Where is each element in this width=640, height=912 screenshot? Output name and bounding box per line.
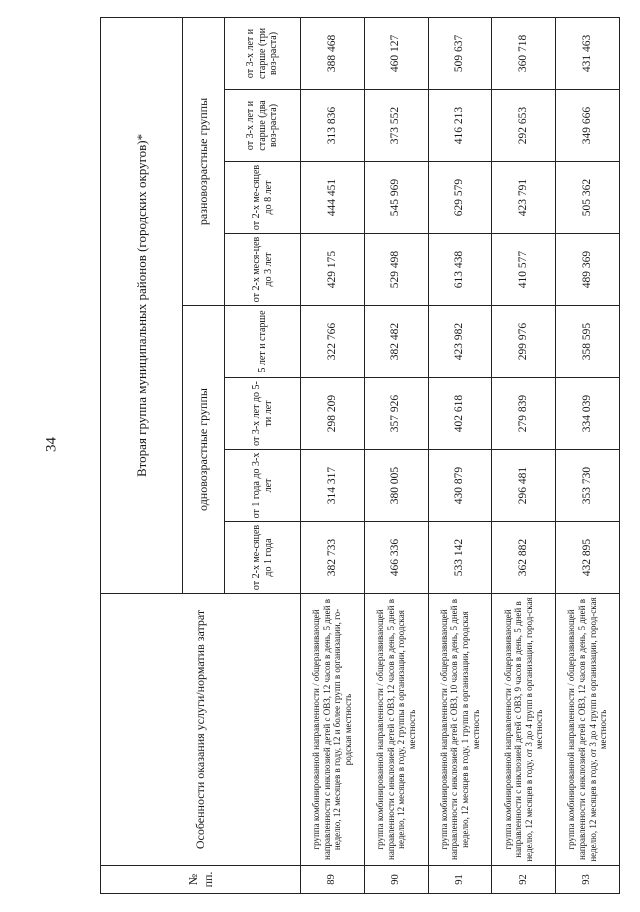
value-cell: 358 595	[556, 306, 620, 378]
value-cell: 509 637	[428, 17, 492, 89]
value-cell: 349 666	[556, 90, 620, 162]
value-cell: 423 791	[492, 162, 556, 234]
row-description: группа комбинированной направленности / общеразвивающей направленности с инклюзией детей с ОВЗ, 12 часов в день, 5 дней в неделю, 12 месяцев в году, от 3 до 4 групп в организации, город-ская местность	[556, 594, 620, 866]
value-cell: 373 552	[364, 90, 428, 162]
value-cell: 545 969	[364, 162, 428, 234]
row-description: группа комбинированной направленности / общеразвивающей направленности с инклюзией детей с ОВЗ, 12 часов в день, 5 дней в неделю, 12 месяцев в году, 2 группы в организации, городская местность	[364, 594, 428, 866]
header-age-col: 5 лет и старше	[225, 306, 301, 378]
row-number: 89	[301, 866, 365, 894]
header-description: Особенности оказания услуги/норматив затрат	[101, 594, 301, 866]
header-num: № пп.	[101, 866, 301, 894]
row-number: 91	[428, 866, 492, 894]
value-cell: 299 976	[492, 306, 556, 378]
value-cell: 431 463	[556, 17, 620, 89]
value-cell: 292 653	[492, 90, 556, 162]
value-cell: 380 005	[364, 450, 428, 522]
value-cell: 423 982	[428, 306, 492, 378]
value-cell: 416 213	[428, 90, 492, 162]
table-row	[428, 17, 492, 893]
table-row	[492, 17, 556, 893]
value-cell: 382 482	[364, 306, 428, 378]
header-age-col: от 3-х лет и старше (три воз-раста)	[225, 17, 301, 89]
value-cell: 529 498	[364, 234, 428, 306]
value-cell: 334 039	[556, 378, 620, 450]
row-number: 92	[492, 866, 556, 894]
value-cell: 410 577	[492, 234, 556, 306]
value-cell: 460 127	[364, 17, 428, 89]
header-age-col: от 2-х меся-цев до 3 лет	[225, 234, 301, 306]
header-age-col: от 1 года до 3-х лет	[225, 450, 301, 522]
value-cell: 296 481	[492, 450, 556, 522]
row-description: группа комбинированной направленности / общеразвивающей направленности с инклюзией детей с ОВЗ, 9 часов в день, 5 дней в неделю, 12 месяцев в году, от 3 до 4 групп в организации, город-ская местность	[492, 594, 556, 866]
value-cell: 322 766	[301, 306, 365, 378]
value-cell: 489 369	[556, 234, 620, 306]
value-cell: 313 836	[301, 90, 365, 162]
page-number: 34	[43, 437, 60, 452]
value-cell: 362 882	[492, 522, 556, 594]
header-group-title: Вторая группа муниципальных районов (городских округов)*	[101, 17, 183, 593]
table-row	[364, 17, 428, 893]
header-age-col: от 3-х лет и старше (два воз-раста)	[225, 90, 301, 162]
value-cell: 298 209	[301, 378, 365, 450]
table-sheet	[100, 18, 620, 894]
value-cell: 533 142	[428, 522, 492, 594]
value-cell: 629 579	[428, 162, 492, 234]
value-cell: 466 336	[364, 522, 428, 594]
value-cell: 279 839	[492, 378, 556, 450]
table-row	[301, 17, 365, 893]
value-cell: 357 926	[364, 378, 428, 450]
value-cell: 402 618	[428, 378, 492, 450]
header-single-age: одновозрастные группы	[183, 306, 225, 594]
row-number: 90	[364, 866, 428, 894]
row-description: группа комбинированной направленности / общеразвивающей направленности с инклюзией детей с ОВЗ, 10 часов в день, 5 дней в неделю, 12 месяцев в году, 1 группа в организации, городская местность	[428, 594, 492, 866]
value-cell: 360 718	[492, 17, 556, 89]
value-cell: 444 451	[301, 162, 365, 234]
value-cell: 314 317	[301, 450, 365, 522]
header-age-col: от 2-х ме-сяцев до 1 года	[225, 522, 301, 594]
value-cell: 382 733	[301, 522, 365, 594]
value-cell: 430 879	[428, 450, 492, 522]
value-cell: 353 730	[556, 450, 620, 522]
header-age-col: от 3-х лет до 5-ти лет	[225, 378, 301, 450]
header-age-col: от 2-х ме-сяцев до 8 лет	[225, 162, 301, 234]
rotated-table-area	[100, 18, 620, 894]
value-cell: 388 468	[301, 17, 365, 89]
table-row	[556, 17, 620, 893]
value-cell: 613 438	[428, 234, 492, 306]
value-cell: 432 895	[556, 522, 620, 594]
row-number: 93	[556, 866, 620, 894]
value-cell: 429 175	[301, 234, 365, 306]
value-cell: 505 362	[556, 162, 620, 234]
header-mixed-age: разновозрастные группы	[183, 17, 225, 305]
cost-norm-table	[100, 17, 620, 894]
row-description: группа комбинированной направленности / общеразвивающей направленности с инклюзией детей с ОВЗ, 12 часов в день, 5 дней в неделю, 12 месяцев в году, 12 и более групп в организации, го-родская местность	[301, 594, 365, 866]
